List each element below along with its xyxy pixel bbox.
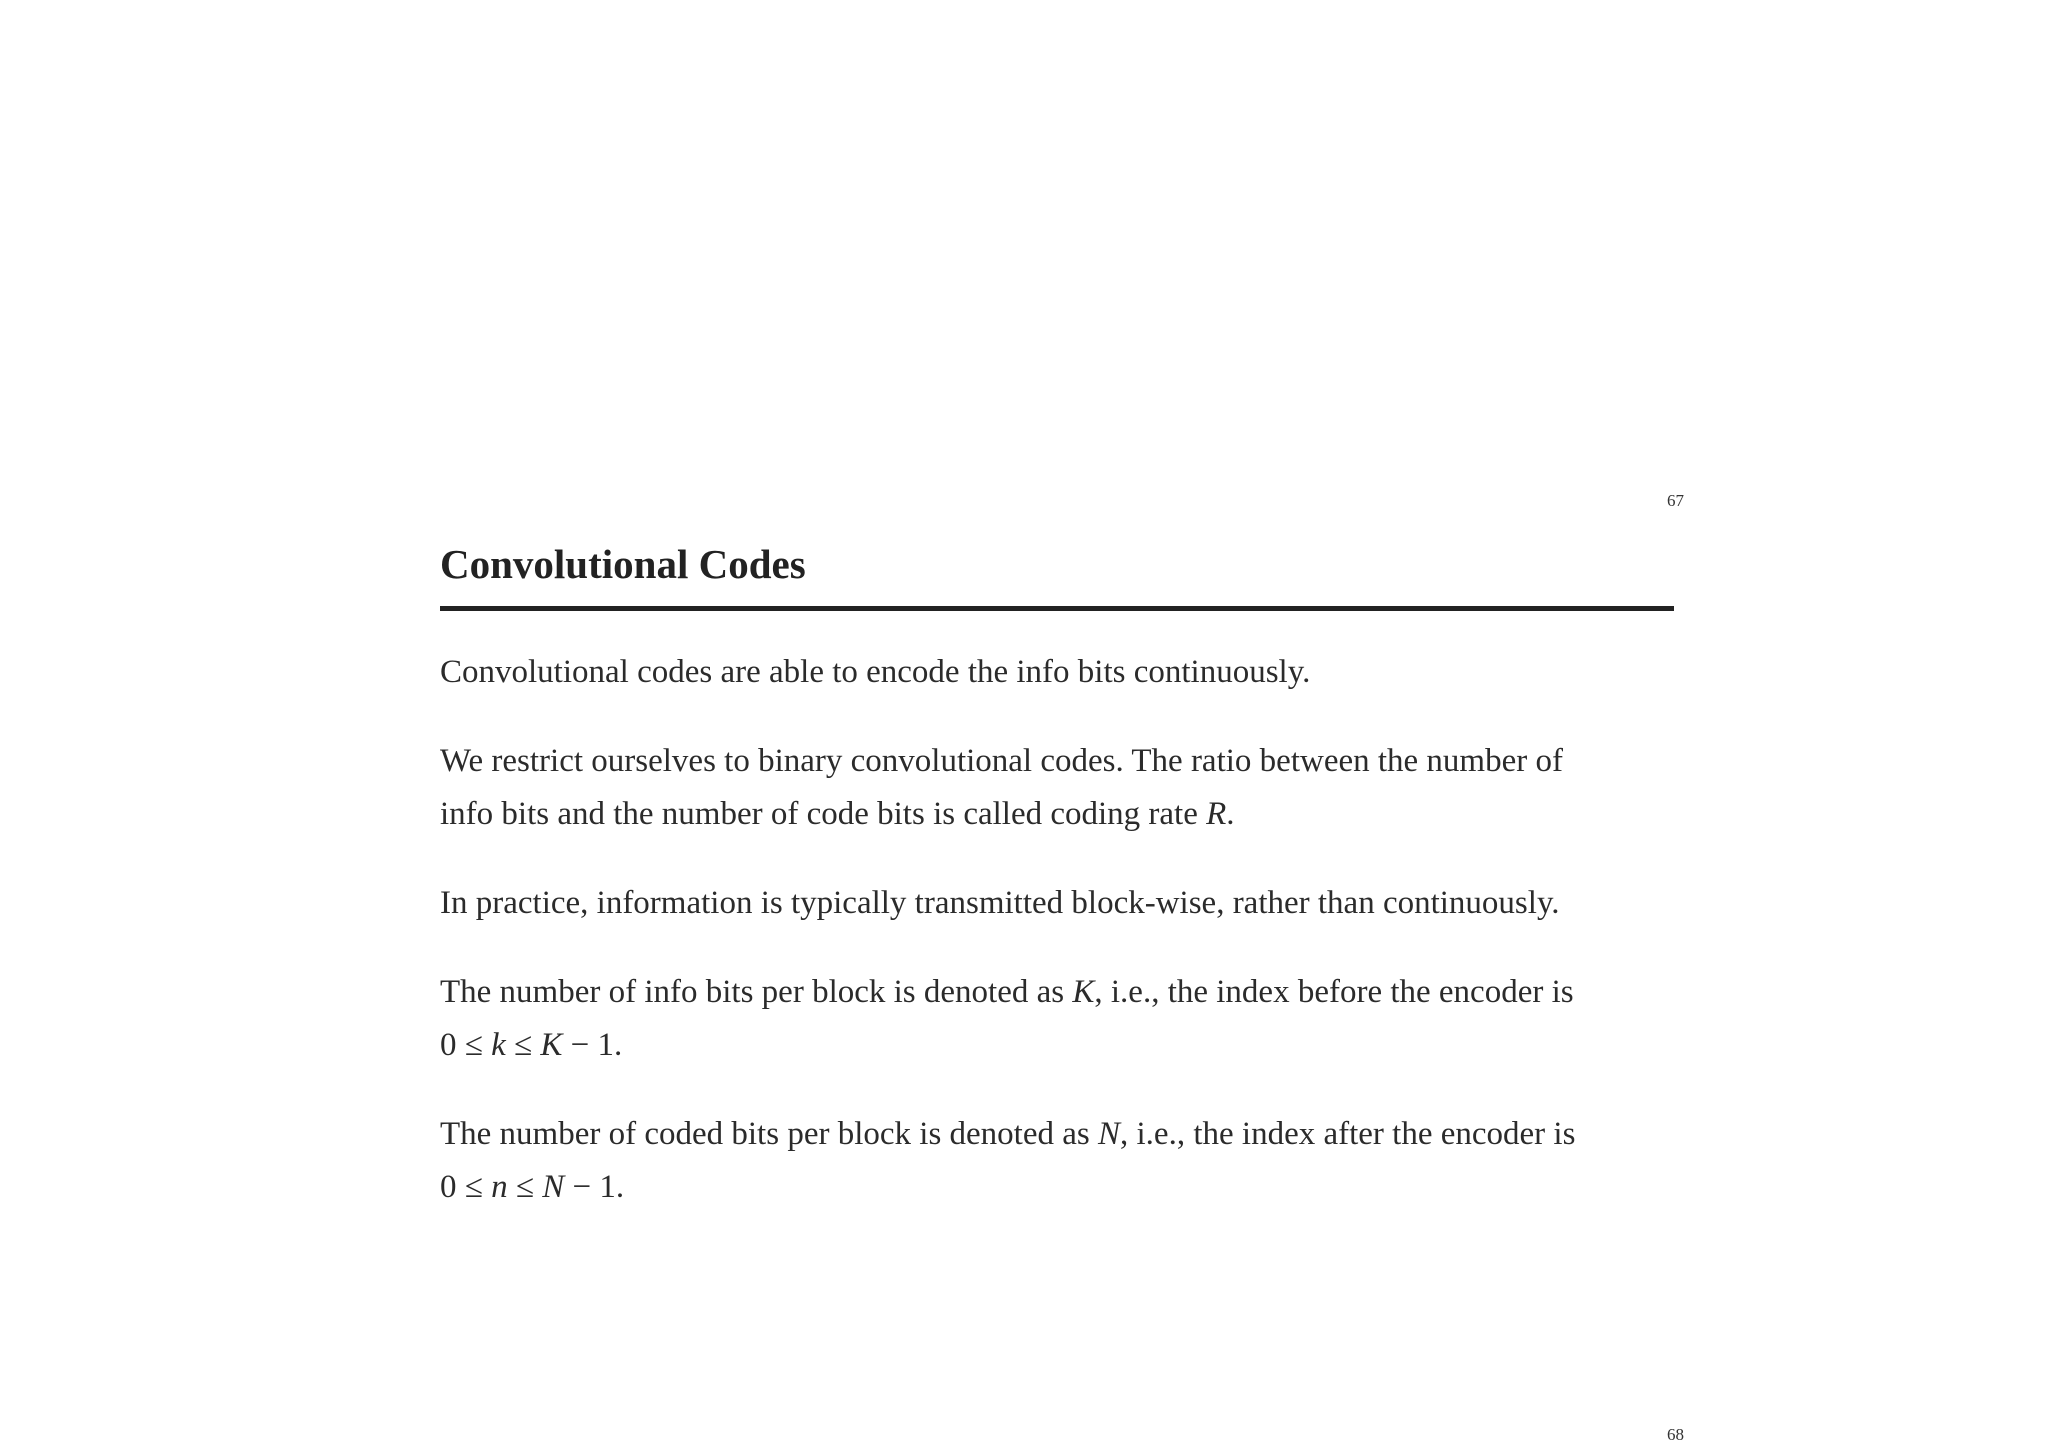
math-ineq-b: ≤	[507, 1169, 543, 1205]
paragraph-5-line-1-text: The number of coded bits per block is denoted as	[440, 1116, 1098, 1152]
paragraph-5-line-1-end: , i.e., the index after the encoder is	[1120, 1116, 1576, 1152]
paragraph-1	[440, 646, 1674, 699]
slide	[440, 535, 1674, 1250]
paragraph-2-line-1: We restrict ourselves to binary convolutional codes. The ratio between the number of	[440, 743, 1563, 779]
math-var-K-2: K	[540, 1027, 563, 1063]
math-ineq-b: ≤	[505, 1027, 541, 1063]
page-number-top: 67	[1667, 491, 1684, 510]
paragraph-4	[440, 966, 1674, 1072]
math-var-k: k	[491, 1027, 506, 1063]
math-ineq-c: − 1.	[562, 1027, 623, 1063]
slide-body	[440, 646, 1674, 1214]
paragraph-1-line-1: Convolutional codes are able to encode the info bits continuously.	[440, 654, 1311, 690]
paragraph-4-line-1	[440, 966, 1674, 1019]
paragraph-5-line-2	[440, 1161, 1674, 1214]
math-var-n: n	[491, 1169, 508, 1205]
math-ineq-c: − 1.	[564, 1169, 625, 1205]
math-ineq-a: 0 ≤	[440, 1169, 492, 1205]
paragraph-4-line-1-end: , i.e., the index before the encoder is	[1094, 974, 1574, 1010]
slide-title: Convolutional Codes	[440, 541, 806, 587]
paragraph-2	[440, 735, 1674, 841]
page-number-bottom: 68	[1667, 1425, 1684, 1444]
paragraph-2-line-2-end: .	[1226, 796, 1235, 832]
paragraph-4-line-2	[440, 1019, 1674, 1072]
paragraph-3	[440, 877, 1674, 930]
paragraph-5-line-1	[440, 1108, 1674, 1161]
paragraph-2-line-2-text: info bits and the number of code bits is called coding rate	[440, 796, 1207, 832]
paragraph-3-line-1: In practice, information is typically transmitted block-wise, rather than continuously.	[440, 885, 1560, 921]
paragraph-4-line-1-text: The number of info bits per block is denoted as	[440, 974, 1073, 1010]
paragraph-2-line-2	[440, 788, 1674, 841]
math-var-R: R	[1206, 796, 1227, 832]
math-var-K: K	[1072, 974, 1095, 1010]
paragraph-5	[440, 1108, 1674, 1214]
math-var-N: N	[1098, 1116, 1121, 1152]
title-rule	[440, 606, 1674, 611]
math-var-N-2: N	[542, 1169, 565, 1205]
math-ineq-a: 0 ≤	[440, 1027, 492, 1063]
